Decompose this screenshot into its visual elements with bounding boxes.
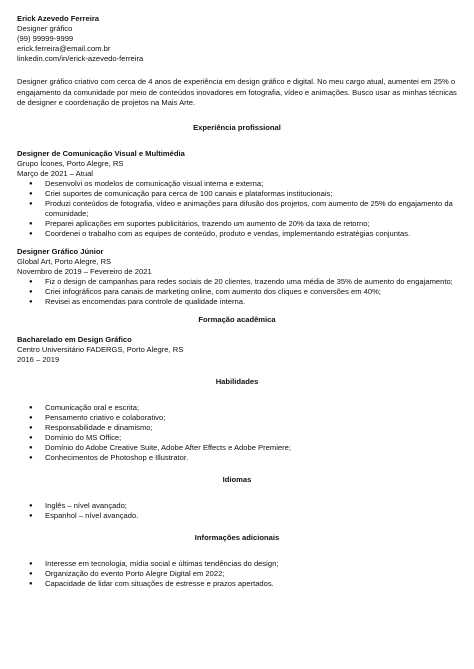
degree-title: Bacharelado em Design Gráfico: [17, 334, 132, 344]
list-item: ● Produzi conteúdos de fotografia, vídeo e animações para difusão dos projetos, com aumento de 25% do engajamento da comunidade;: [17, 199, 457, 219]
list-item: ● Coordenei o trabalho com as equipes de conteúdo, produto e vendas, implementando estratégias conjuntas.: [17, 229, 457, 239]
professional-summary: Designer gráfico criativo com cerca de 4 anos de experiência em design gráfico e digital. No meu cargo atual, aumentei em 25% o engajamento da comunidade por meio de conteúdos inovadores em fotografia, vídeo e animações. Busco usar as minhas técnicas de designer e coordenação de projetos na Mais Arte.: [17, 77, 457, 107]
list-item: ● Fiz o design de campanhas para redes sociais de 20 clientes, trazendo uma média de 35% de aumento do engajamento;: [17, 277, 457, 287]
list-item: ● Criei infográficos para canais de marketing online, com aumento dos cliques e conversões em 40%;: [17, 287, 457, 297]
additional-list: [17, 559, 457, 589]
job-title: Designer Gráfico Júnior: [17, 246, 104, 256]
list-item: ● Inglês – nível avançado;: [17, 501, 457, 511]
job-company: Grupo Ícones, Porto Alegre, RS: [17, 158, 124, 168]
list-item: ● Conhecimentos de Photoshop e Illustrator.: [17, 453, 457, 463]
job-bullets: [17, 179, 457, 239]
list-item: ● Preparei aplicações em suportes publicitários, trazendo um aumento de 20% da taxa de retorno;: [17, 219, 457, 229]
list-item: ● Revisei as encomendas para controle de qualidade interna.: [17, 297, 457, 307]
candidate-role: Designer gráfico: [17, 24, 73, 33]
job-entry: [17, 149, 457, 239]
education-period: 2016 – 2019: [17, 354, 60, 364]
list-item: ● Domínio do MS Office;: [17, 433, 457, 443]
resume-page: [17, 14, 457, 589]
candidate-phone: (99) 99999-9999: [17, 34, 74, 43]
section-title-experience: Experiência profissional: [193, 122, 281, 132]
list-item: ● Responsabilidade e dinamismo;: [17, 423, 457, 433]
list-item: ● Criei suportes de comunicação para cerca de 100 canais e plataformas institucionais;: [17, 189, 457, 199]
job-title: Designer de Comunicação Visual e Multimédia: [17, 148, 185, 158]
resume-header: [17, 14, 457, 64]
skills-list: [17, 403, 457, 463]
section-title-languages: Idiomas: [222, 474, 252, 484]
education-entry: [17, 335, 457, 365]
candidate-name: Erick Azevedo Ferreira: [17, 14, 100, 23]
job-company: Global Art, Porto Alegre, RS: [17, 256, 112, 266]
list-item: ● Interesse em tecnologia, mídia social e últimas tendências do design;: [17, 559, 457, 569]
school-name: Centro Universitário FADERGS, Porto Alegre, RS: [17, 344, 184, 354]
section-title-additional: Informações adicionais: [194, 532, 280, 542]
candidate-email: erick.ferreira@email.com.br: [17, 44, 111, 53]
list-item: ● Capacidade de lidar com situações de estresse e prazos apertados.: [17, 579, 457, 589]
job-entry: [17, 247, 457, 307]
list-item: ● Comunicação oral e escrita;: [17, 403, 457, 413]
job-period: Março de 2021 – Atual: [17, 168, 93, 178]
job-bullets: [17, 277, 457, 307]
list-item: ● Domínio do Adobe Creative Suite, Adobe After Effects e Adobe Premiere;: [17, 443, 457, 453]
candidate-linkedin: linkedin.com/in/erick-azevedo-ferreira: [17, 54, 144, 63]
languages-list: [17, 501, 457, 521]
section-title-skills: Habilidades: [215, 376, 259, 386]
list-item: ● Desenvolvi os modelos de comunicação visual interna e externa;: [17, 179, 457, 189]
section-title-education: Formação acadêmica: [198, 314, 276, 324]
list-item: ● Organização do evento Porto Alegre Digital em 2022;: [17, 569, 457, 579]
list-item: ● Espanhol – nível avançado.: [17, 511, 457, 521]
job-period: Novembro de 2019 – Fevereiro de 2021: [17, 266, 152, 276]
list-item: ● Pensamento criativo e colaborativo;: [17, 413, 457, 423]
